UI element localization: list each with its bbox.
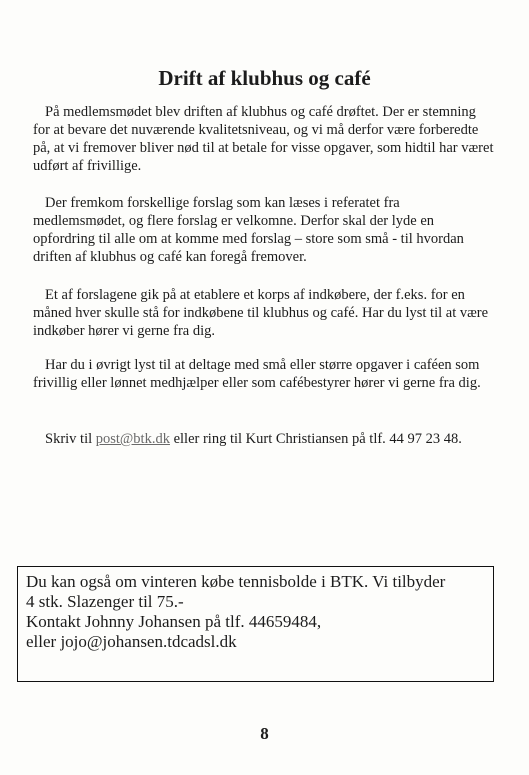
page-number: 8	[260, 724, 269, 743]
notice-line-1: Du kan også om vinteren købe tennisbolde i BTK. Vi tilbyder	[26, 572, 446, 591]
contact-paragraph	[33, 430, 495, 448]
paragraph-4: Har du i øvrigt lyst til at deltage med små eller større opgaver i caféen som frivillig eller lønnet medhjælper eller som cafébestyrer hører vi gerne fra dig.	[33, 357, 481, 391]
paragraph-2: Der fremkom forskellige forslag som kan læses i referatet fra medlemsmødet, og flere forslag er velkomne. Derfor skal der lyde en opfordring til alle om at komme med forslag – store som små - til hvordan driften af klubhus og café kan foregå fremover.	[33, 195, 464, 265]
paragraph-1: På medlemsmødet blev driften af klubhus og café drøftet. Der er stemning for at bevare det nuværende kvalitetsniveau, og vi må derfor være forberedte på, at vi fremover bliver nød til at betale for visse opgaver, som hidtil har været udført af frivillige.	[33, 104, 494, 174]
notice-line-2: 4 stk. Slazenger til 75.-	[26, 592, 184, 611]
contact-suffix: eller ring til Kurt Christiansen på tlf. 44 97 23 48.	[169, 431, 462, 447]
notice-line-4: eller jojo@johansen.tdcadsl.dk	[26, 632, 237, 651]
tennis-balls-notice-box	[17, 566, 494, 682]
email-link[interactable]: post@btk.dk	[95, 431, 170, 447]
notice-line-3: Kontakt Johnny Johansen på tlf. 44659484,	[26, 612, 322, 631]
contact-prefix: Skriv til	[45, 431, 96, 447]
article-title: Drift af klubhus og café	[158, 66, 371, 90]
paragraph-3: Et af forslagene gik på at etablere et korps af indkøbere, der f.eks. for en måned hver skulle stå for indkøbene til klubhus og café. Har du lyst til at være indkøber hører vi gerne fra dig.	[33, 287, 489, 339]
